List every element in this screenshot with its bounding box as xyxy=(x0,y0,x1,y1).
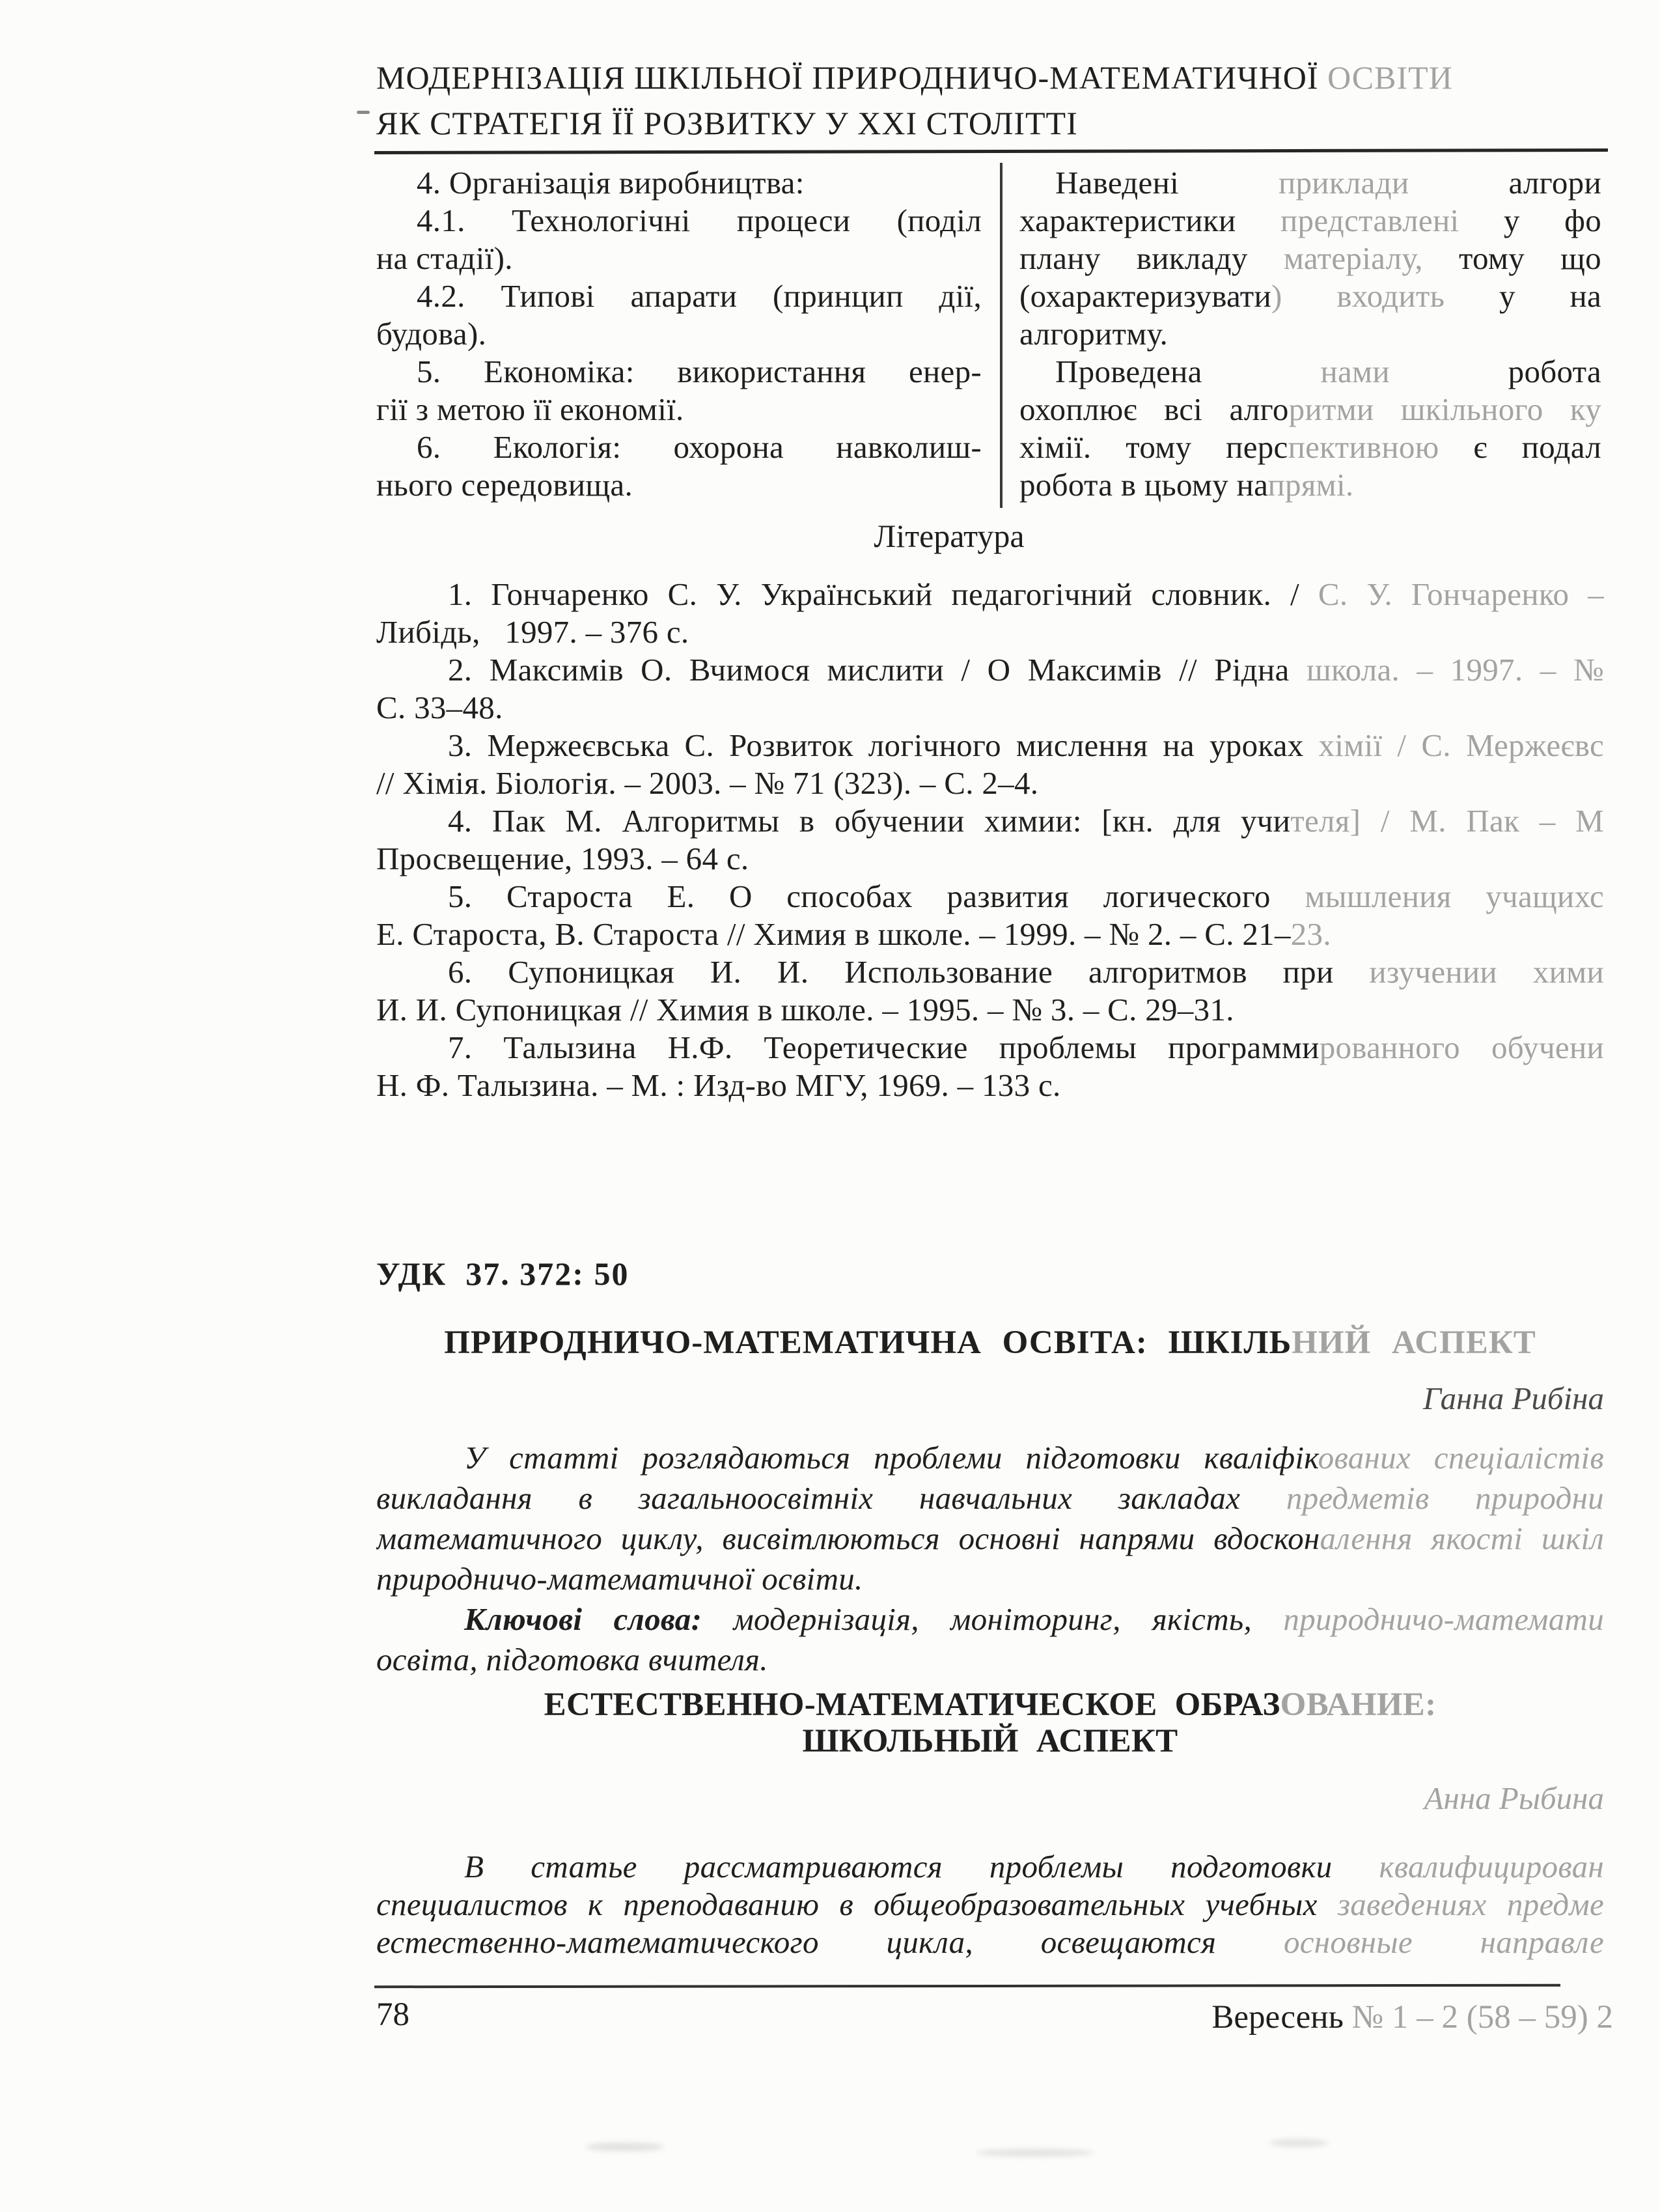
text-segment: на стадії). xyxy=(376,240,513,276)
reference-line xyxy=(376,651,1604,689)
abstract-line xyxy=(376,1924,1604,1961)
text-segment-faded: С. У. Гончаренко – xyxy=(1318,576,1604,612)
left-column-line xyxy=(376,466,982,504)
abstract-line xyxy=(376,1519,1604,1559)
text-segment: Проведена xyxy=(1055,354,1321,389)
abstract-line xyxy=(376,1559,1604,1599)
text-segment: 6. Супоницкая И. И. Использование алгоритмов при xyxy=(448,954,1370,990)
text-segment: гії з метою її економії. xyxy=(376,391,684,427)
text-segment-faded: ОСВІТИ xyxy=(1327,59,1453,96)
text-segment: 4. Пак М. Алгоритмы в обучении химии: [кн. для учи xyxy=(448,803,1291,839)
text-segment-faded: НИЙ АСПЕКТ xyxy=(1292,1324,1536,1361)
issue-info xyxy=(376,1998,1613,2037)
text-segment: алгоритму. xyxy=(1019,316,1168,352)
text-segment-faded: изучении хими xyxy=(1369,954,1604,990)
scan-artifact xyxy=(1269,2139,1328,2147)
right-column-line xyxy=(1019,202,1601,240)
text-segment: плану викладу xyxy=(1019,240,1284,276)
text-segment-faded: представлені xyxy=(1280,203,1504,238)
text-segment-faded: пективною xyxy=(1288,429,1474,465)
article-title-ru xyxy=(376,1687,1604,1759)
author-ua: Ганна Рибіна xyxy=(1422,1380,1604,1416)
left-column-line xyxy=(376,240,982,277)
right-column-line xyxy=(1019,428,1601,466)
text-segment-faded: нами xyxy=(1320,354,1508,389)
author-ru: Анна Рыбина xyxy=(1424,1780,1604,1816)
reference-line xyxy=(376,764,1604,802)
text-segment: ЯК СТРАТЕГІЯ ЇЇ РОЗВИТКУ У XXI СТОЛІТТІ xyxy=(376,105,1078,141)
text-segment: характеристики xyxy=(1019,203,1280,238)
text-segment-faded: теля] / М. Пак – М xyxy=(1290,803,1604,839)
text-segment-faded: матеріалу, xyxy=(1283,240,1459,276)
abstract-line xyxy=(376,1848,1604,1886)
text-segment-faded: хімії / С. Мержеєвс xyxy=(1318,727,1604,763)
text-segment-faded: квалифицирован xyxy=(1379,1849,1604,1884)
text-segment: У статті розглядаються проблеми підготовки кваліфік xyxy=(464,1440,1318,1476)
reference-line xyxy=(376,1029,1604,1067)
text-segment: Вересень xyxy=(1211,1999,1352,2036)
text-segment: 6. Екологія: охорона навколиш- xyxy=(417,429,982,465)
left-column-line xyxy=(376,277,982,315)
reference-line xyxy=(376,953,1604,991)
article-title-ua xyxy=(376,1322,1604,1364)
abstract-line xyxy=(376,1886,1604,1924)
text-segment: 2. Максимів О. Вчимося мислити / О Максимів // Рідна xyxy=(448,652,1307,688)
reference-line xyxy=(376,991,1604,1029)
text-segment: 4.2. Типові апарати (принцип дії, xyxy=(417,278,982,314)
right-column-line xyxy=(1019,240,1601,277)
article-title-ru-line xyxy=(376,1687,1604,1723)
references-list xyxy=(376,576,1604,1104)
text-segment: ШКОЛЬНЫЙ АСПЕКТ xyxy=(802,1723,1178,1759)
text-segment: 3. Мержеєвська С. Розвиток логічного мислення на уроках xyxy=(448,727,1319,763)
reference-line xyxy=(376,1067,1604,1104)
text-segment: Либідь, 1997. – 376 с. xyxy=(376,614,689,650)
abstract-ua xyxy=(376,1438,1604,1680)
text-segment: специалистов к преподаванию в общеобразовательных учебных xyxy=(376,1886,1338,1922)
reference-line xyxy=(376,613,1604,651)
scan-artifact xyxy=(976,2149,1094,2157)
literature-heading: Література xyxy=(874,518,1025,554)
text-segment: МОДЕРНІЗАЦІЯ ШКІЛЬНОЇ ПРИРОДНИЧО-МАТЕМАТИЧНОЇ xyxy=(376,59,1328,96)
page-number: 78 xyxy=(376,1996,409,2033)
text-segment: Н. Ф. Талызина. – М. : Изд-во МГУ, 1969. – 133 с. xyxy=(376,1067,1061,1103)
left-column-line xyxy=(376,391,982,428)
text-segment: є подал xyxy=(1473,429,1601,465)
text-segment: ЕСТЕСТВЕННО-МАТЕМАТИЧЕСКОЕ ОБРАЗ xyxy=(544,1687,1280,1723)
running-header xyxy=(376,55,1608,146)
right-column-line xyxy=(1019,164,1601,202)
text-segment: будова). xyxy=(376,316,487,352)
left-column-line xyxy=(376,353,982,391)
text-segment: 5. Староста Е. О способах развития логического xyxy=(448,878,1305,914)
right-column-line xyxy=(1019,315,1601,353)
text-segment: 4. Організація виробництва: xyxy=(417,165,805,201)
text-segment: естественно-математического цикла, освещаются xyxy=(376,1924,1284,1960)
text-segment: у фо xyxy=(1503,203,1601,238)
text-segment-faded: ОВАНИЕ: xyxy=(1280,1687,1437,1723)
text-segment: у на xyxy=(1499,278,1601,314)
text-segment: нього середовища. xyxy=(376,467,633,503)
footer-rule xyxy=(374,1984,1560,1989)
text-segment: алгори xyxy=(1508,165,1601,201)
text-segment-faded: алення якості шкіл xyxy=(1320,1520,1604,1556)
right-column-line xyxy=(1019,391,1601,428)
text-segment-faded: рованного обучени xyxy=(1319,1029,1604,1065)
text-segment: (охарактеризувати xyxy=(1019,278,1272,314)
text-segment-faded: ) входить xyxy=(1271,278,1499,314)
keywords-line xyxy=(376,1599,1604,1640)
text-segment: модернізація, моніторинг, якість, xyxy=(733,1601,1284,1637)
text-segment-faded: основные направле xyxy=(1283,1924,1604,1960)
scan-artifact xyxy=(357,111,370,114)
text-segment: С. 33–48. xyxy=(376,690,503,725)
reference-line xyxy=(376,878,1604,916)
right-column-line xyxy=(1019,277,1601,315)
running-header-line xyxy=(376,100,1608,146)
text-segment: тому що xyxy=(1458,240,1601,276)
text-segment: Просвещение, 1993. – 64 с. xyxy=(376,841,749,876)
reference-line xyxy=(376,916,1604,953)
left-column-line xyxy=(376,315,982,353)
keywords-label: Ключові слова: xyxy=(464,1601,734,1637)
running-header-line xyxy=(376,55,1608,100)
text-segment-faded: природничо-математи xyxy=(1283,1601,1604,1637)
text-segment: 5. Економіка: використання енер- xyxy=(417,354,982,389)
left-column-line xyxy=(376,428,982,466)
text-segment: робота xyxy=(1508,354,1601,389)
abstract-ru xyxy=(376,1848,1604,1961)
left-column-line xyxy=(376,202,982,240)
text-segment-faded: прямі. xyxy=(1267,467,1354,503)
right-column xyxy=(1019,164,1601,504)
text-segment: викладання в загальноосвітніх навчальних закладах xyxy=(376,1480,1286,1516)
keywords-line xyxy=(376,1640,1604,1680)
text-segment-faded: предметів природни xyxy=(1286,1480,1604,1516)
reference-line xyxy=(376,576,1604,613)
left-column xyxy=(376,164,982,504)
text-segment-faded: мышления учащихс xyxy=(1305,878,1604,914)
abstract-line xyxy=(376,1438,1604,1478)
text-segment: охоплює всі алго xyxy=(1019,391,1289,427)
text-segment: освіта, підготовка вчителя. xyxy=(376,1642,768,1677)
text-segment-faded: ритми шкільного ку xyxy=(1288,391,1601,427)
text-segment: // Хімія. Біологія. – 2003. – № 71 (323). – С. 2–4. xyxy=(376,765,1039,801)
text-segment-faded: 23. xyxy=(1290,916,1331,952)
text-segment: математичного циклу, висвітлюються основні напрями вдоскон xyxy=(376,1520,1320,1556)
text-segment-faded: школа. – 1997. – № xyxy=(1306,652,1604,688)
left-column-line xyxy=(376,164,982,202)
column-divider xyxy=(1000,163,1003,508)
abstract-line xyxy=(376,1478,1604,1519)
scan-artifact xyxy=(586,2142,664,2151)
reference-line xyxy=(376,689,1604,727)
reference-line xyxy=(376,727,1604,764)
text-segment: хімії. тому перс xyxy=(1019,429,1288,465)
text-segment: природничо-математичної освіти. xyxy=(376,1561,863,1597)
reference-line xyxy=(376,802,1604,840)
article-title-ru-line xyxy=(376,1723,1604,1759)
header-rule xyxy=(374,148,1608,154)
text-segment: 1. Гончаренко С. У. Український педагогічний словник. / xyxy=(448,576,1318,612)
udc-code: УДК 37. 372: 50 xyxy=(376,1255,629,1292)
text-segment-faded: заведениях предме xyxy=(1337,1886,1604,1922)
text-segment: ПРИРОДНИЧО-МАТЕМАТИЧНА ОСВІТА: ШКІЛЬ xyxy=(444,1324,1292,1361)
text-segment: 4.1. Технологічні процеси (поділ xyxy=(417,203,982,238)
right-column-line xyxy=(1019,466,1601,504)
text-segment: 7. Талызина Н.Ф. Теоретические проблемы программи xyxy=(448,1029,1320,1065)
text-segment-faded: ованих спеціалістів xyxy=(1318,1440,1604,1476)
right-column-line xyxy=(1019,353,1601,391)
text-segment: И. И. Супоницкая // Химия в школе. – 1995. – № 3. – С. 29–31. xyxy=(376,992,1234,1028)
text-segment-faded: № 1 – 2 (58 – 59) 2 xyxy=(1351,1999,1613,2036)
text-segment: Наведені xyxy=(1055,165,1279,201)
reference-line xyxy=(376,840,1604,878)
text-segment: В статье рассматриваются проблемы подготовки xyxy=(464,1849,1379,1884)
text-segment: Е. Староста, В. Староста // Химия в школе. – 1999. – № 2. – С. 21– xyxy=(376,916,1291,952)
text-segment-faded: приклади xyxy=(1278,165,1509,201)
text-segment: робота в цьому на xyxy=(1019,467,1268,503)
